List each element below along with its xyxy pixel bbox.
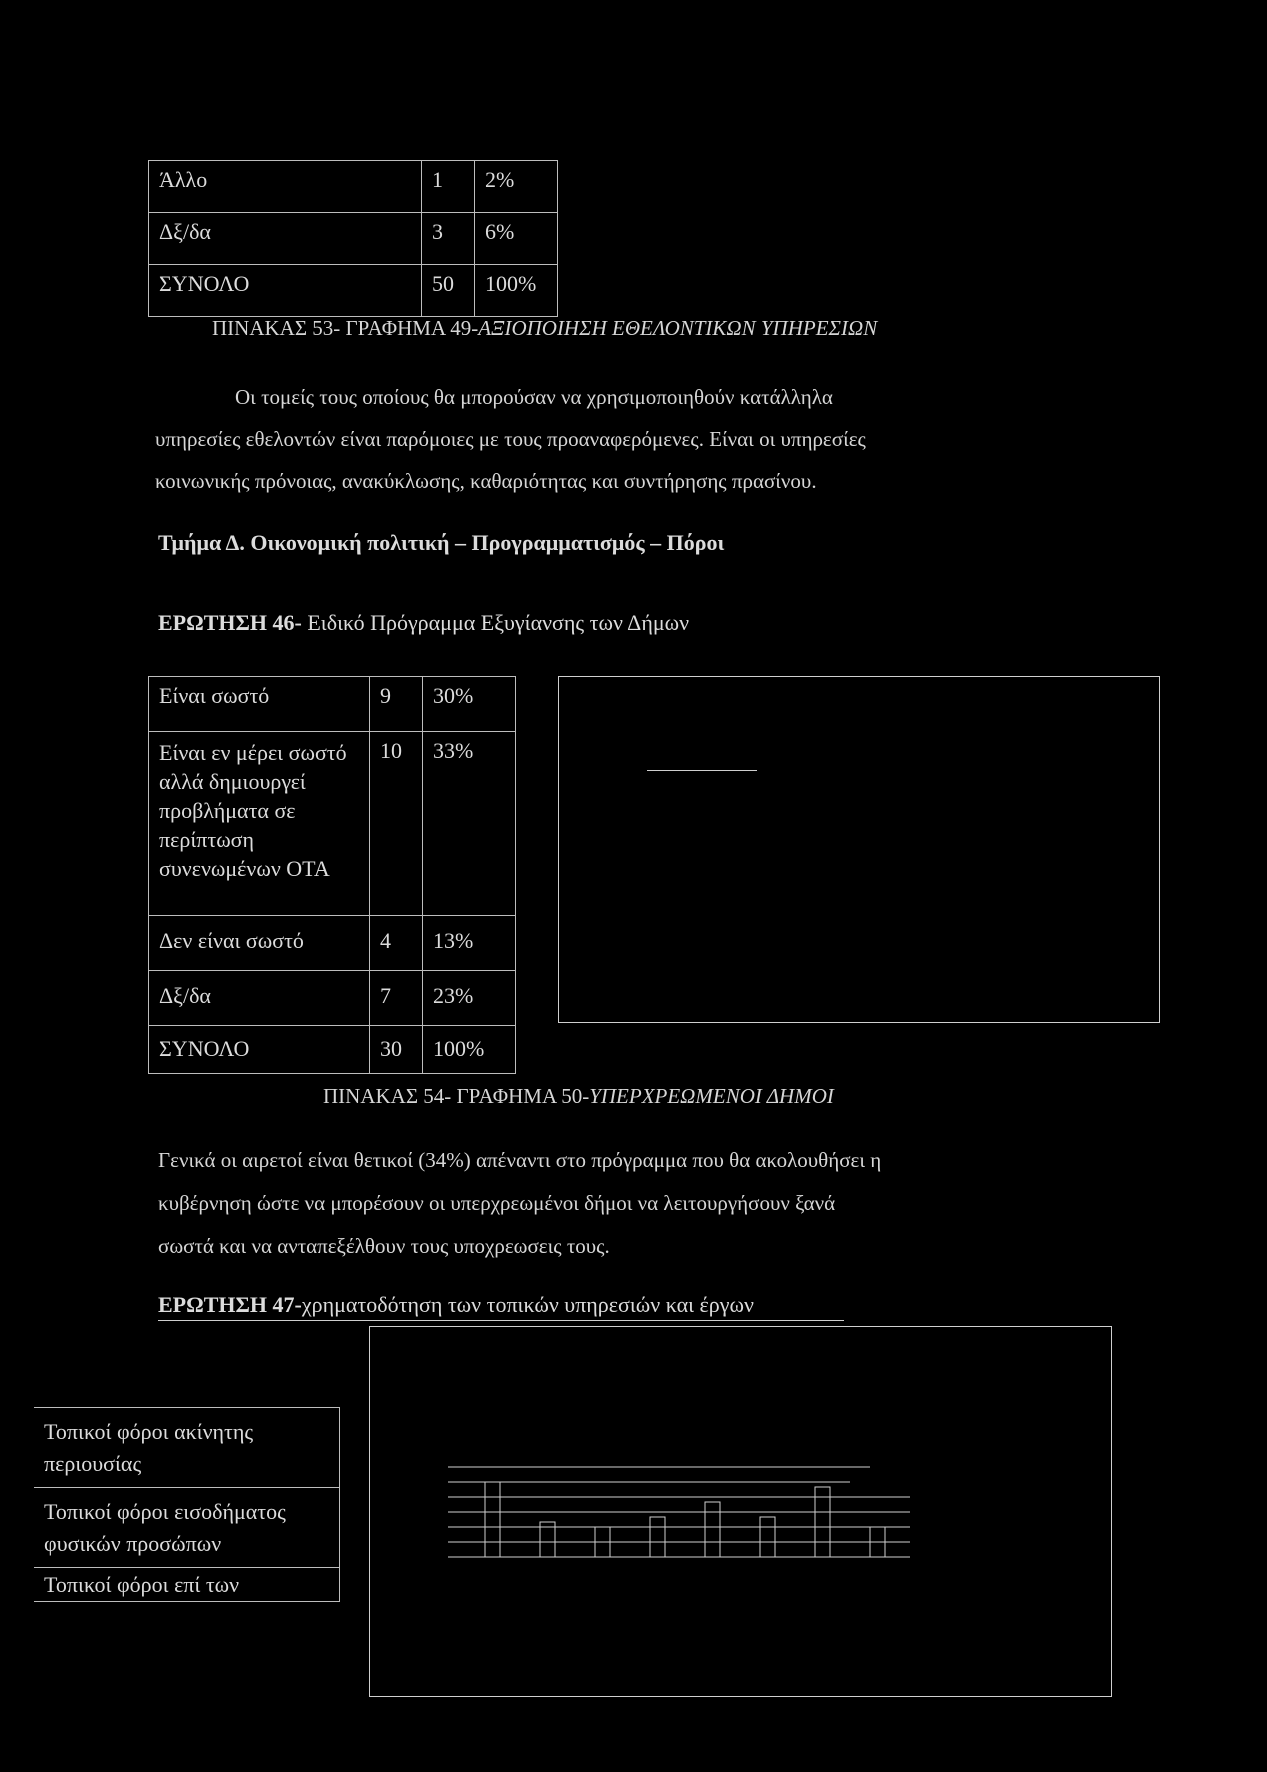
question-label: ΕΡΩΤΗΣΗ 47- (158, 1292, 302, 1317)
question-text: Ειδικό Πρόγραμμα Εξυγίανσης των Δήμων (301, 610, 690, 635)
row-pct: 100% (475, 265, 558, 317)
table-54 (148, 676, 516, 1074)
table-54-caption (323, 1084, 834, 1109)
chart-legend-line (647, 770, 757, 771)
row-label: Δεν είναι σωστό (149, 916, 370, 971)
section-heading: Τμήμα Δ. Οικονομική πολιτική – Προγραμματισμός – Πόροι (158, 530, 725, 555)
table-55 (34, 1407, 340, 1602)
chart-51-bars (370, 1327, 1111, 1696)
caption-title: ΑΞΙΟΠΟΙΗΣΗ ΕΘΕΛΟΝΤΙΚΩΝ ΥΠΗΡΕΣΙΩΝ (478, 316, 878, 340)
table-row (149, 971, 516, 1026)
question-47 (158, 1292, 754, 1318)
caption-prefix: ΠΙΝΑΚΑΣ 54- ΓΡΑΦΗΜΑ 50- (323, 1084, 590, 1108)
row-count: 10 (370, 732, 423, 916)
table-row (149, 677, 516, 732)
row-pct: 100% (423, 1026, 516, 1074)
paragraph-line: Οι τομείς τους οποίους θα μπορούσαν να χρησιμοποιηθούν κατάλληλα (235, 385, 833, 409)
row-count: 3 (422, 213, 475, 265)
row-count: 4 (370, 916, 423, 971)
row-label: Τοπικοί φόροι επί των (34, 1568, 340, 1602)
row-label: Είναι εν μέρει σωστό αλλά δημιουργεί προβλήματα σε περίπτωση συνενωμένων ΟΤΑ (149, 732, 370, 916)
question-46 (158, 610, 689, 636)
row-count: 30 (370, 1026, 423, 1074)
row-label: Δξ/δα (149, 971, 370, 1026)
table-row (34, 1408, 340, 1488)
paragraph-line: σωστά και να ανταπεξέλθουν τους υποχρεωσεις τους. (158, 1234, 610, 1258)
table-row (149, 732, 516, 916)
row-pct: 23% (423, 971, 516, 1026)
paragraph-line: Γενικά οι αιρετοί είναι θετικοί (34%) απέναντι στο πρόγραμμα που θα ακολουθήσει η (158, 1148, 882, 1172)
row-count: 9 (370, 677, 423, 732)
table-row (149, 265, 558, 317)
row-label: Άλλο (149, 161, 422, 213)
row-count: 50 (422, 265, 475, 317)
paragraph-overindebted-municipalities (158, 1140, 1158, 1266)
row-label: ΣΥΝΟΛΟ (149, 265, 422, 317)
paragraph-line: υπηρεσίες εθελοντών είναι παρόμοιες με τους προαναφερόμενες. Είναι οι υπηρεσίες (155, 427, 866, 451)
table-row (34, 1488, 340, 1568)
paragraph-line: κυβέρνηση ώστε να μπορέσουν οι υπερχρεωμένοι δήμοι να λειτουργήσουν ξανά (158, 1191, 836, 1215)
row-pct: 13% (423, 916, 516, 971)
row-label: Δξ/δα (149, 213, 422, 265)
row-pct: 6% (475, 213, 558, 265)
question-47-underline (158, 1320, 844, 1321)
table-row (149, 916, 516, 971)
row-label: Είναι σωστό (149, 677, 370, 732)
paragraph-volunteer-services (155, 378, 1055, 500)
chart-50-frame (558, 676, 1160, 1023)
table-53-caption (212, 316, 877, 341)
row-pct: 33% (423, 732, 516, 916)
row-label: Τοπικοί φόροι εισοδήματος φυσικών προσώπων (34, 1488, 340, 1568)
question-label: ΕΡΩΤΗΣΗ 46- (158, 610, 302, 635)
row-label: Τοπικοί φόροι ακίνητης περιουσίας (34, 1408, 340, 1488)
row-count: 1 (422, 161, 475, 213)
row-count: 7 (370, 971, 423, 1026)
table-row (149, 1026, 516, 1074)
caption-prefix: ΠΙΝΑΚΑΣ 53- ΓΡΑΦΗΜΑ 49- (212, 316, 479, 340)
row-label: ΣΥΝΟΛΟ (149, 1026, 370, 1074)
question-text: χρηματοδότηση των τοπικών υπηρεσιών και έργων (301, 1292, 754, 1317)
table-row (34, 1568, 340, 1602)
table-row (149, 161, 558, 213)
chart-51-frame (369, 1326, 1112, 1697)
caption-title: ΥΠΕΡΧΡΕΩΜΕΝΟΙ ΔΗΜΟΙ (589, 1084, 834, 1108)
table-row (149, 213, 558, 265)
row-pct: 30% (423, 677, 516, 732)
table-53 (148, 160, 558, 317)
paragraph-line: κοινωνικής πρόνοιας, ανακύκλωσης, καθαριότητας και συντήρησης πρασίνου. (155, 469, 817, 493)
row-pct: 2% (475, 161, 558, 213)
